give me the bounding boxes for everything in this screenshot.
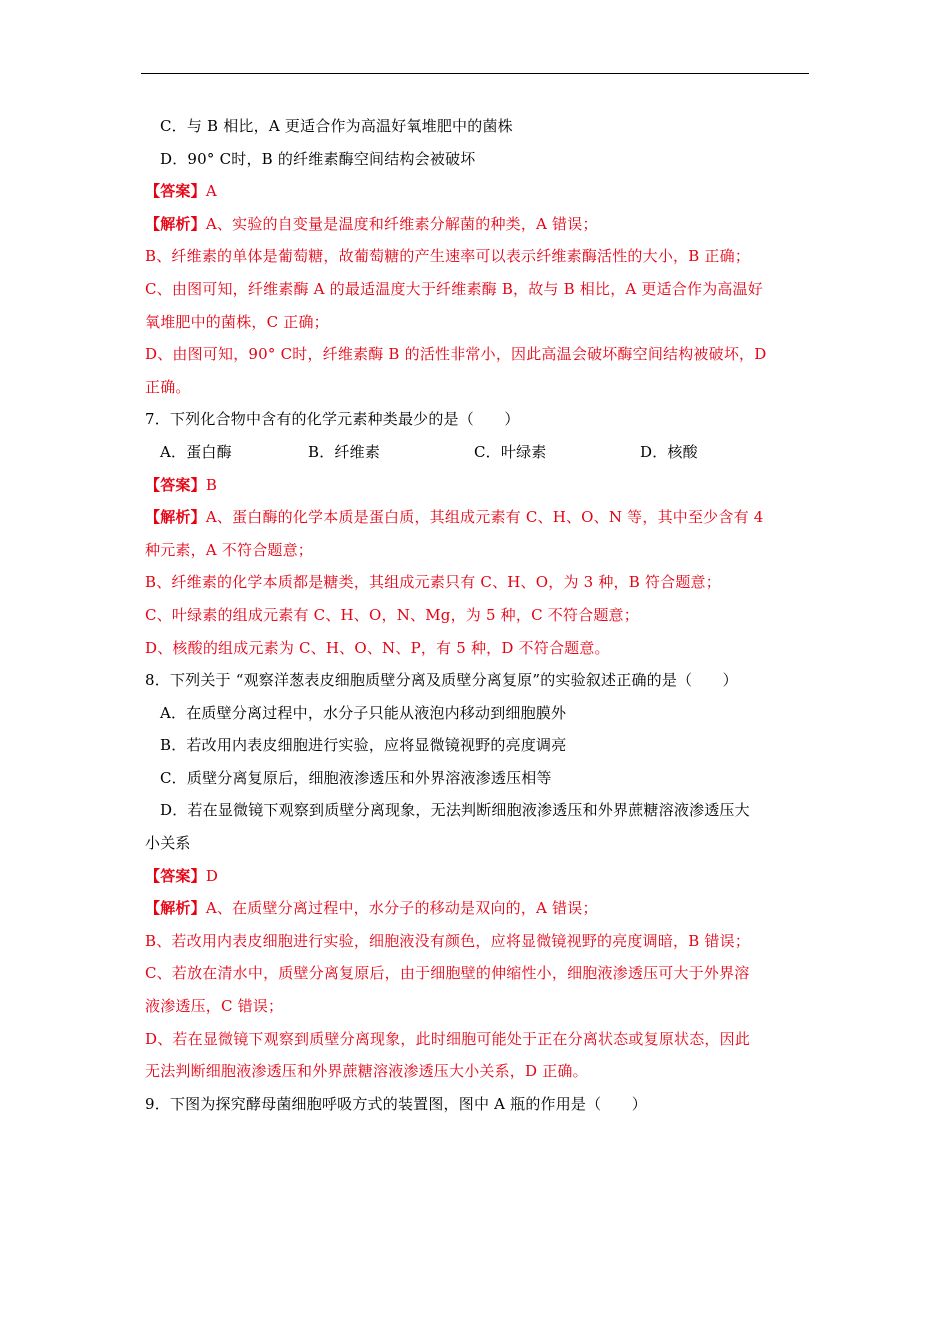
- q8-analysis-line-1: [145, 892, 809, 925]
- q6-analysis-line-5: D、由图可知，90° C时，纤维素酶 B 的活性非常小，因此高温会破坏酶空间结构被破坏，D: [145, 345, 767, 364]
- q8-analysis-line-5: D、若在显微镜下观察到质壁分离现象，此时细胞可能处于正在分离状态或复原状态，因此: [145, 1029, 751, 1048]
- q7-analysis-line-3: B、纤维素的化学本质都是糖类，其组成元素只有 C、H、O，为 3 种，B 符合题意；: [145, 573, 721, 592]
- q7-option-a: A．蛋白酶: [160, 442, 232, 461]
- analysis-tag: 【解析】: [145, 899, 206, 918]
- q7-option-d: D．核酸: [640, 442, 698, 461]
- analysis-tag: 【解析】: [145, 508, 206, 527]
- answer-tag: 【答案】: [145, 866, 206, 885]
- q6-analysis-line-6: 正确。: [145, 377, 191, 396]
- answer-tag: 【答案】: [145, 475, 206, 494]
- page-content: [145, 110, 809, 1120]
- q8-option-a: A．在质壁分离过程中，水分子只能从液泡内移动到细胞膜外: [160, 703, 567, 722]
- q8-option-d: D．若在显微镜下观察到质壁分离现象，无法判断细胞液渗透压和外界蔗糖溶液渗透压大: [160, 801, 750, 820]
- q8-option-d-cont: 小关系: [145, 834, 191, 853]
- q7-analysis-line-1: [145, 501, 809, 534]
- q6-analysis-line-2: B、纤维素的单体是葡萄糖，故葡萄糖的产生速率可以表示纤维素酶活性的大小，B 正确；: [145, 247, 751, 266]
- q8-option-c: C．质壁分离复原后，细胞液渗透压和外界溶液渗透压相等: [160, 768, 552, 787]
- q7-answer: [145, 469, 809, 502]
- analysis-text: A、蛋白酶的化学本质是蛋白质，其组成元素有 C、H、O、N 等，其中至少含有 4: [205, 508, 764, 527]
- q8-analysis-line-2: B、若改用内表皮细胞进行实验，细胞液没有颜色，应将显微镜视野的亮度调暗，B 错误；: [145, 931, 751, 950]
- header-rule: [141, 73, 809, 74]
- q7-analysis-line-5: D、核酸的组成元素为 C、H、O、N、P，有 5 种，D 不符合题意。: [145, 638, 610, 657]
- q7-stem: 7．下列化合物中含有的化学元素种类最少的是（ ）: [145, 410, 520, 429]
- analysis-text: A、实验的自变量是温度和纤维素分解菌的种类，A 错误；: [205, 214, 598, 233]
- q6-answer: [145, 175, 809, 208]
- q8-answer: [145, 860, 809, 893]
- q6-option-d: D．90° C时，B 的纤维素酶空间结构会被破坏: [160, 149, 476, 168]
- q7-option-b: B．纤维素: [308, 442, 381, 461]
- q6-analysis-line-1: [145, 208, 809, 241]
- q8-analysis-line-3: C、若放在清水中，质壁分离复原后，由于细胞壁的伸缩性小，细胞液渗透压可大于外界溶: [145, 964, 750, 983]
- q6-analysis-line-4: 氧堆肥中的菌株，C 正确；: [145, 312, 329, 331]
- q7-analysis-line-4: C、叶绿素的组成元素有 C、H、O，N、Mg，为 5 种，C 不符合题意；: [145, 605, 639, 624]
- answer-value: D: [205, 866, 219, 885]
- q9-stem: 9．下图为探究酵母菌细胞呼吸方式的装置图，图中 A 瓶的作用是（ ）: [145, 1094, 647, 1113]
- q6-option-c: C．与 B 相比，A 更适合作为高温好氧堆肥中的菌株: [160, 117, 513, 135]
- q7-analysis-line-2: 种元素，A 不符合题意；: [145, 540, 314, 559]
- q8-analysis-line-6: 无法判断细胞液渗透压和外界蔗糖溶液渗透压大小关系，D 正确。: [145, 1062, 588, 1081]
- q7-options: [145, 436, 809, 469]
- q6-analysis-line-3: C、由图可知，纤维素酶 A 的最适温度大于纤维素酶 B，故与 B 相比，A 更适合作为高温好: [145, 279, 763, 298]
- answer-tag: 【答案】: [145, 182, 206, 201]
- q7-option-c: C．叶绿素: [474, 442, 547, 461]
- q8-option-b: B．若改用内表皮细胞进行实验，应将显微镜视野的亮度调亮: [160, 736, 567, 755]
- analysis-text: A、在质壁分离过程中，水分子的移动是双向的，A 错误；: [205, 899, 598, 918]
- q8-stem: 8．下列关于 “观察洋葱表皮细胞质壁分离及质壁分离复原”的实验叙述正确的是（ ）: [145, 671, 738, 690]
- analysis-tag: 【解析】: [145, 214, 206, 233]
- q8-analysis-line-4: 液渗透压，C 错误；: [145, 997, 284, 1016]
- answer-value: A: [205, 182, 217, 201]
- answer-value: B: [205, 475, 218, 494]
